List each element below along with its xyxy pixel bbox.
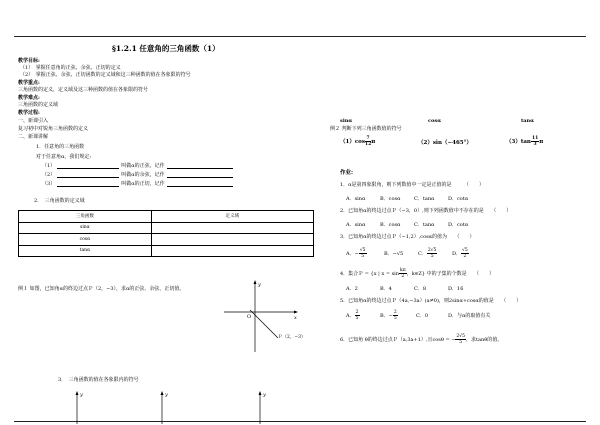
denominator: 5 (393, 316, 397, 321)
objective-item: （1） 掌握任意角的正弦、余弦、正切的定义 (20, 65, 121, 71)
question-2: 2．已知角α的终边过点Ｐ（−3，0）,则下列函数值中不存在的是 （ ） (340, 208, 512, 214)
table-header: 定义域 (151, 211, 313, 223)
part-a-label: （1）cos (340, 139, 365, 145)
table-header: 三角函数 (19, 211, 152, 223)
y-axis-label: y (263, 392, 266, 398)
numerator: kπ (400, 268, 406, 273)
definition-number: （3） (42, 181, 56, 187)
x-axis-label: x (294, 315, 297, 321)
q1-option: D．cotα (448, 196, 469, 202)
question-6 (340, 334, 502, 345)
process-heading: 教学过程: (18, 110, 40, 116)
q5-option-d: D．与α的取值有关 (448, 313, 491, 319)
q4-option: D．16 (448, 286, 464, 292)
blank (57, 181, 119, 187)
pi-symbol: π (371, 139, 376, 145)
q3-option-c (418, 248, 437, 259)
key-points-heading: 教学重点: (18, 80, 40, 86)
fraction (393, 310, 398, 321)
definition-text: 叫做α的余弦，记作 (121, 172, 165, 178)
q3-option-d (452, 248, 469, 259)
fraction (399, 268, 407, 279)
option-prefix: A．− (346, 251, 359, 257)
definition-number: （2） (42, 172, 56, 178)
table-cell (151, 234, 313, 246)
q1-option: A．sinα (346, 196, 366, 202)
table-row (19, 222, 314, 234)
blank (167, 172, 233, 178)
option-prefix: B．− (380, 313, 393, 319)
denominator: 5 (361, 254, 365, 259)
definition-text: 叫做α的正弦，记作 (121, 163, 165, 169)
process-line: 对于任意角α，我们规定: (36, 154, 92, 160)
definition-number: （1） (42, 163, 56, 169)
objectives-heading: 教学目标: (18, 58, 40, 64)
q5-option-b (380, 310, 398, 321)
sign-label-tan: tanα (521, 118, 535, 124)
numerator: 2 (393, 310, 397, 315)
y-axis-label: y (165, 392, 168, 398)
numerator: √5 (359, 248, 366, 253)
q5-option-c: C．0 (416, 313, 429, 319)
fraction (427, 248, 438, 259)
definition-row (42, 172, 235, 178)
table-cell: cosα (19, 234, 152, 246)
sign-diagrams (60, 390, 320, 424)
objective-item: （2） 掌握正弦、余弦、正切函数的定义域和这三种函数的值在各象限的符号 (20, 72, 191, 78)
numerator: 2√5 (456, 334, 466, 339)
q5-option-a (346, 310, 360, 321)
key-points-text: 三角函数的定义，定义域及这三种函数的值在各象限的符号 (18, 87, 149, 93)
example2-part-c (506, 136, 543, 147)
x-axis-arrow (294, 311, 298, 314)
table-cell: sinα (19, 222, 152, 234)
question-4 (340, 268, 494, 279)
table-row (19, 234, 314, 246)
example2-part-a (340, 136, 375, 147)
sign-label-sin: sinα (340, 118, 353, 124)
y-axis-arrow (161, 391, 164, 395)
option-prefix: A． (346, 313, 355, 319)
blank (167, 163, 233, 169)
sign-label-cos: cosα (428, 118, 442, 124)
process-line: 1．任意角的三角函数 (36, 144, 85, 150)
example1-diagram (220, 280, 320, 360)
numerator: √5 (462, 248, 468, 253)
terminal-side (250, 310, 278, 338)
y-axis-arrow (76, 391, 79, 395)
q1-option: C．tanα (414, 196, 435, 202)
top-rule (14, 36, 586, 37)
q2-option: A．sinα (346, 222, 366, 228)
denominator: 2 (463, 254, 467, 259)
denominator: 5 (355, 316, 359, 321)
y-axis-arrow (254, 280, 257, 284)
numerator: 11 (531, 136, 539, 141)
q3-option-a (346, 248, 367, 259)
numerator: 7 (366, 136, 370, 141)
denominator: 5 (430, 254, 434, 259)
q4-stem-end: ，k∈Z} 中的子集的个数是 （ ） (406, 271, 495, 277)
blank (167, 181, 233, 187)
example1-text: 例１ 如图，已知角α的终边过点Ｐ（2，−3），求α的正弦、余弦、正切值。 (18, 286, 185, 292)
table-cell: tanα (19, 245, 152, 257)
section3-caption: 3． 三角函数的值在各象限内的符号 (58, 377, 139, 383)
example2-text: 例２ 判断下列三角函数值的符号 (330, 126, 402, 132)
option-prefix: C． (418, 251, 427, 257)
process-line: 复习初中对锐角三角函数的定义 (18, 126, 89, 132)
fraction (355, 310, 360, 321)
q6-stem-start: 6．已知角 θ的终边过点Ｐ（a,3a+1）,且cosθ = − (340, 337, 456, 343)
numerator: 2√5 (427, 248, 437, 253)
q2-option: B．cosα (380, 222, 401, 228)
definition-row (42, 163, 235, 169)
denominator: 5 (459, 340, 463, 345)
q4-stem-start: 4．集合Ｐ = {x | x = sin (340, 271, 399, 277)
q6-stem-end: ，求tanθ的值。 (466, 337, 503, 343)
question-5: 5．已知角α的终边过点Ｐ（4a,−3a）(a≠0)，则2sinα+cosα的值是 （ ） (340, 298, 522, 304)
q3-option-b: B．−√5 (384, 251, 404, 257)
difficulty-text: 三角函数的定义域 (18, 102, 59, 108)
q4-option: A．2 (346, 286, 358, 292)
origin-label: O (247, 314, 252, 320)
table-cell (151, 245, 313, 257)
fraction (461, 248, 469, 259)
blank (57, 163, 119, 169)
definition-row (42, 181, 235, 187)
fraction (531, 136, 539, 147)
question-3: 3．已知角α的终边过点Ｐ（−1,2）,cosα的值为 （ ） (340, 234, 475, 240)
definition-text: 叫做α的正切，记作 (121, 181, 165, 187)
denominator: 12 (364, 142, 372, 147)
homework-title: 作业: (340, 170, 354, 176)
pi-symbol: π (539, 139, 544, 145)
example2-part-b: （2）sin（−465°） (418, 140, 472, 146)
numerator: 2 (355, 310, 359, 315)
q1-option: B．cosα (380, 196, 401, 202)
q2-option: C．tanα (414, 222, 435, 228)
question-1: 1．α是第四象限角，则下列数值中一定是正值的是 （ ） (340, 182, 485, 188)
table-row (19, 245, 314, 257)
y-axis-label: y (80, 392, 83, 398)
domain-table-caption: 2． 三角函数的定义域 (34, 198, 85, 204)
domain-table (18, 210, 314, 257)
fraction (359, 248, 367, 259)
y-axis-arrow (259, 391, 262, 395)
part-c-label: （3）tan (506, 139, 531, 145)
q4-option: C．8 (414, 286, 427, 292)
denominator: 2 (401, 274, 405, 279)
page-title: §1.2.1 任意角的三角函数（1） (112, 44, 220, 53)
process-line: 一、新课引入 (18, 118, 49, 124)
denominator: 3 (533, 142, 537, 147)
process-line: 二、新课讲解 (18, 134, 49, 140)
option-prefix: D． (452, 251, 462, 257)
table-cell (151, 222, 313, 234)
difficulty-heading: 教学难点: (18, 95, 40, 101)
point-label: Ｐ（2，−3） (278, 335, 306, 340)
table-header-row (19, 211, 314, 223)
q2-option: D．cotα (448, 222, 469, 228)
fraction (455, 334, 466, 345)
blank (57, 172, 119, 178)
y-axis-label: y (258, 282, 261, 288)
q4-option: B．4 (380, 286, 392, 292)
